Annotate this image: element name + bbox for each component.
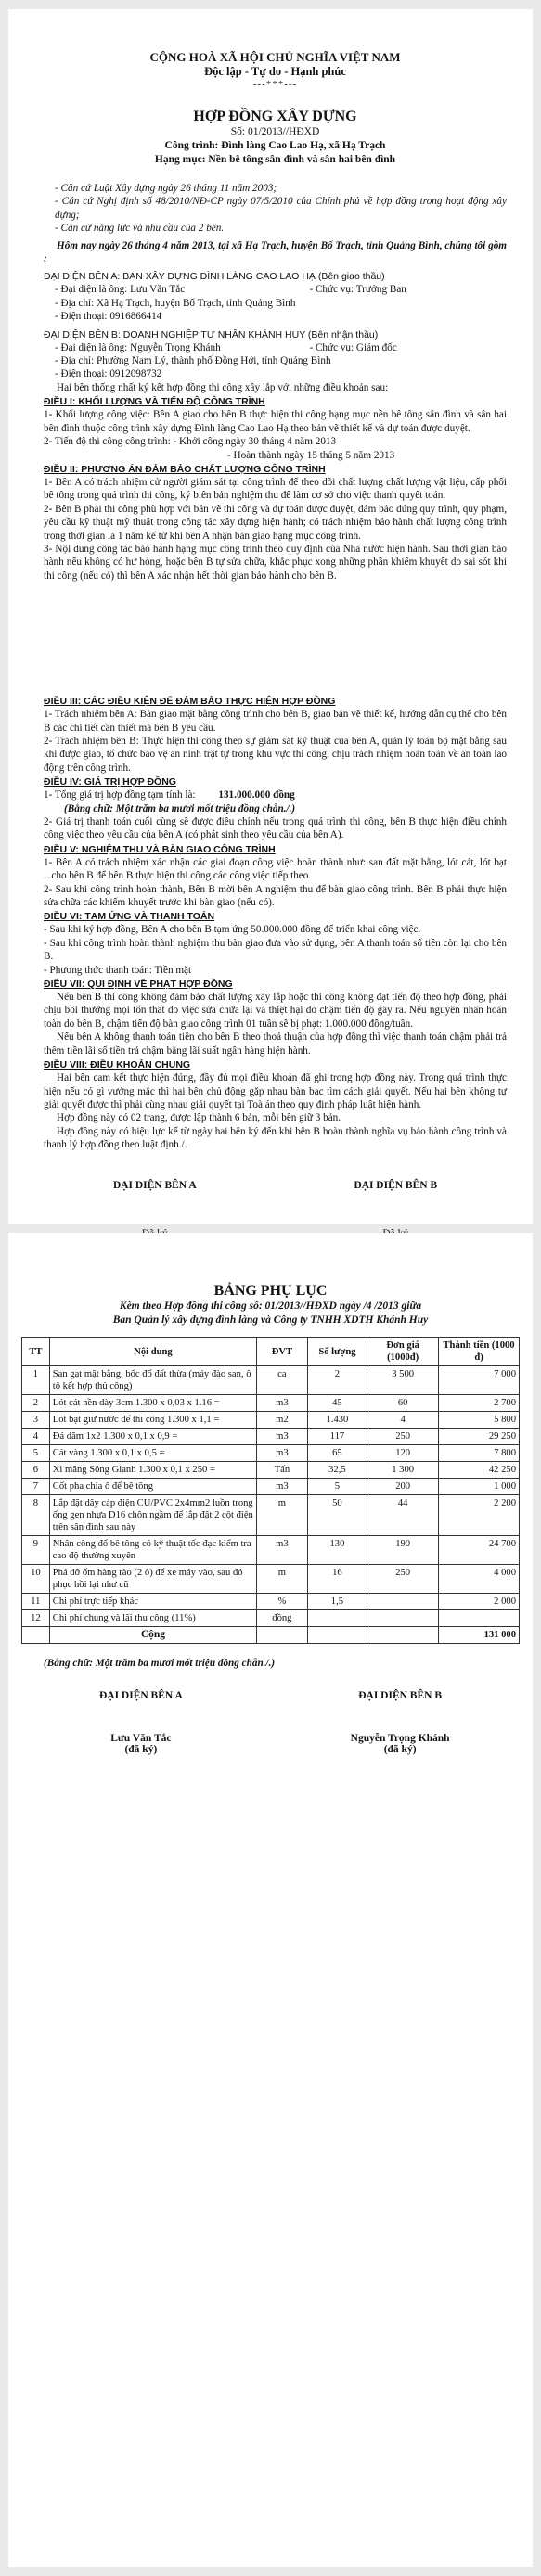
row-unit: m <box>257 1565 308 1594</box>
row-quantity: 32,5 <box>307 1462 367 1479</box>
party-b-phone: - Điện thoại: 0912098732 <box>55 368 162 380</box>
legal-basis-3: - Căn cứ năng lực và nhu cầu của 2 bên. <box>55 223 225 235</box>
article-7-heading: ĐIỀU VII: QUI ĐỊNH VỀ PHẠT HỢP ĐỒNG <box>44 979 233 991</box>
row-unit-price: 190 <box>367 1536 439 1565</box>
contract-title: HỢP ĐỒNG XÂY DỰNG <box>193 109 357 124</box>
row-amount: 2 000 <box>439 1594 520 1610</box>
row-tt: 12 <box>22 1610 50 1627</box>
row-unit: m3 <box>257 1479 308 1495</box>
article-6-p2: - Sau khi công trình hoàn thành nghiệm thu bàn giao đưa vào sử dụng, bên A thanh toán số tiền còn lại cho bên B. <box>44 937 507 963</box>
row-quantity: 50 <box>307 1495 367 1536</box>
party-b-rep-row <box>44 341 507 354</box>
party-a-sign-title: ĐẠI DIỆN BÊN A <box>112 1179 197 1191</box>
project-name: Công trình: Đình làng Cao Lao Hạ, xã Hạ Trạch <box>164 140 386 151</box>
row-unit-price: 250 <box>367 1565 439 1594</box>
article-3-p1: 1- Trách nhiệm bên A: Bàn giao mặt bằng công trình cho bên B, giao bản vẽ thiết kế, hướng dẫn cụ thể cho bên B các chi tiết cần thiết mà bên B yêu cầu. <box>44 709 507 734</box>
row-quantity: 2 <box>307 1366 367 1395</box>
contract-page-2-appendix <box>8 1233 533 2567</box>
contract-number: Số: 01/2013//HĐXD <box>230 126 320 137</box>
row-amount: 7 800 <box>439 1445 520 1462</box>
article-1-p3: - Hoàn thành ngày 15 tháng 5 năm 2013 <box>227 449 395 461</box>
row-unit: % <box>257 1594 308 1610</box>
appendix-table-body <box>22 1366 520 1627</box>
party-a-signed-2: (đã ký) <box>124 1744 158 1756</box>
row-quantity: 5 <box>307 1479 367 1495</box>
article-5-p1: 1- Bên A có trách nhiệm xác nhận các giai đoạn công việc hoàn thành như: san đất mặt bằng, lót cát, lót bạt ...cho bên B để bên B thực hiện thi công các công việc tiếp theo. <box>44 856 507 882</box>
appendix-subtitle-1: Kèm theo Hợp đồng thi công số: 01/2013//HĐXD ngày /4 /2013 giữa <box>119 1301 422 1312</box>
contract-value: 131.000.000 đồng <box>218 789 295 801</box>
article-6-p3: - Phương thức thanh toán: Tiền mặt <box>44 964 192 976</box>
party-a-heading: ĐẠI DIỆN BÊN A: BAN XÂY DỰNG ĐÌNH LÀNG CAO LAO HẠ (Bên giao thầu) <box>44 271 385 283</box>
row-tt: 10 <box>22 1565 50 1594</box>
table-row <box>22 1366 520 1395</box>
table-row <box>22 1479 520 1495</box>
row-quantity: 45 <box>307 1395 367 1412</box>
article-4-heading: ĐIỀU IV: GIÁ TRỊ HỢP ĐỒNG <box>44 776 176 788</box>
article-3-p2: 2- Trách nhiệm bên B: Thực hiện thi công theo sự giám sát kỹ thuật của bên A, quản lý toàn bộ mặt bằng sau khi được giao, tổ chức bảo vệ an ninh trật tự trong khu vực thi công, chịu trách nhiệm hoàn toàn về an toàn lao động trên công trình. <box>44 735 507 774</box>
row-unit: m3 <box>257 1429 308 1445</box>
row-tt: 11 <box>22 1594 50 1610</box>
row-quantity <box>307 1610 367 1627</box>
article-5-p2: 2- Sau khi công trình hoàn thành, Bên B mời bên A nghiệm thu để bàn giao công trình. Bên B phải thực hiện sửa chữa các khiếm khuyết trước khi bàn giao (nếu có). <box>44 883 507 909</box>
table-row <box>22 1594 520 1610</box>
table-row <box>22 1610 520 1627</box>
party-a-rep-row <box>44 283 507 296</box>
page-1-content <box>44 9 507 1288</box>
motto: Độc lập - Tự do - Hạnh phúc <box>204 65 346 78</box>
party-b-rep: - Đại diện là ông: Nguyễn Trọng Khánh <box>55 341 221 353</box>
article-2-p2: 2- Bên B phải thi công phù hợp với bản vẽ thi công và dự toán được duyệt, đảm bảo đúng quy trình, quy phạm, yêu cầu kỹ thuật mỹ thuật trong công tác xây dựng hiện hành; có trách nhiệm bảo hành chất lượng công trình trong thời gian là 1 năm kể từ khi bên A nhận bàn giao hạng mục công trình. <box>44 503 507 542</box>
row-tt: 6 <box>22 1462 50 1479</box>
row-unit-price: 3 500 <box>367 1366 439 1395</box>
table-row <box>22 1536 520 1565</box>
article-2-p3: 3- Nội dung công tác bảo hành hạng mục công trình theo quy định của Nhà nước hiện hành. Sau thời gian bảo hành nếu không có hư hỏng, hoặc bên B tự sửa chữa, khắc phục xong những phần khiếm khuyết do sai sót khi thi công (nếu có) thì bên A xác nhận hết thời gian bảo hành cho bên B. <box>44 543 507 582</box>
row-unit-price: 200 <box>367 1479 439 1495</box>
header-ornament: ---***--- <box>252 79 298 90</box>
total-label: Cộng <box>49 1627 256 1644</box>
article-8-p1: Hai bên cam kết thực hiện đúng, đầy đủ mọi điều khoản đã ghi trong hợp đồng này. Trong quá trình thực hiện nếu có gì vướng mắc thì hai bên chủ động gặp nhau bàn bạc tìm cách giải quyết. Nếu hai bên không tự giải quyết được thì phải cùng nhau giải quyết tại Toà án theo quy định pháp luật hiện hành. <box>44 1072 507 1110</box>
row-amount: 5 800 <box>439 1412 520 1429</box>
row-quantity: 1,5 <box>307 1594 367 1610</box>
row-unit: m3 <box>257 1395 308 1412</box>
article-7-p1: Nếu bên B thi công không đảm bảo chất lượng xây lắp hoặc thi công không đạt tiến độ theo hợp đồng, phải chịu bồi thường mọi tổn thất do việc sửa chữa lại và thiệt hại do chậm tiến độ gây ra. Nếu nguyên nhân hoàn toàn do bên B, chậm tiến độ bàn giao công trình 01 tuần sẽ bị phạt: 1.000.000 đồng/tuần. <box>44 992 507 1030</box>
row-amount: 2 700 <box>439 1395 520 1412</box>
col-header-tt: TT <box>22 1338 50 1366</box>
row-tt: 9 <box>22 1536 50 1565</box>
row-amount: 1 000 <box>439 1479 520 1495</box>
row-amount: 2 200 <box>439 1495 520 1536</box>
table-header-row <box>22 1338 520 1366</box>
party-b-sign-title-2: ĐẠI DIỆN BÊN B <box>358 1690 443 1702</box>
article-1-heading: ĐIỀU I: KHỐI LƯỢNG VÀ TIẾN ĐỘ CÔNG TRÌNH <box>44 396 265 408</box>
party-a-address: - Địa chỉ: Xã Hạ Trạch, huyện Bố Trạch, tỉnh Quảng Bình <box>55 297 296 309</box>
row-unit: m <box>257 1495 308 1536</box>
row-quantity: 117 <box>307 1429 367 1445</box>
col-header-content: Nội dung <box>49 1338 256 1366</box>
table-total-row <box>22 1627 520 1644</box>
row-content: Xi măng Sông Gianh 1.300 x 0,1 x 250 = <box>49 1462 256 1479</box>
row-tt: 7 <box>22 1479 50 1495</box>
contract-value-words: (Bằng chữ: Một trăm ba mươi mốt triệu đồng chẵn./.) <box>64 802 296 814</box>
signer-names-2 <box>21 1733 520 1744</box>
row-unit: đồng <box>257 1610 308 1627</box>
col-header-quantity: Số lượng <box>307 1338 367 1366</box>
signature-titles-2 <box>21 1690 520 1701</box>
article-7-p2: Nếu bên A không thanh toán tiền cho bên B theo thoả thuận của hợp đồng thì việc thanh toán chậm phải trả thêm tiền lãi số tiền trả chậm bằng lãi suất ngân hàng hiện hành. <box>44 1032 507 1057</box>
nation-heading: CỘNG HOÀ XÃ HỘI CHỦ NGHĨA VIỆT NAM <box>149 50 401 64</box>
article-8-heading: ĐIỀU VIII: ĐIỀU KHOẢN CHUNG <box>44 1059 191 1071</box>
appendix-title: BẢNG PHỤ LỤC <box>213 1283 328 1299</box>
row-unit: m2 <box>257 1412 308 1429</box>
appendix-amount-words: (Bằng chữ: Một trăm ba mươi mốt triệu đồng chẵn./.) <box>44 1658 276 1669</box>
row-amount: 7 000 <box>439 1366 520 1395</box>
table-row <box>22 1462 520 1479</box>
article-3-heading: ĐIỀU III: CÁC ĐIỀU KIỆN ĐỂ ĐẢM BẢO THỰC HIỆN HỢP ĐỒNG <box>44 696 336 708</box>
article-4-p2: 2- Giá trị thanh toán cuối cùng sẽ được điều chỉnh nếu trong quá trình thi công, bên B thực hiện điều chỉnh công việc theo yêu cầu của bên A (có phát sinh theo yêu cầu của bên A). <box>44 816 507 841</box>
legal-basis-1: - Căn cứ Luật Xây dựng ngày 26 tháng 11 năm 2003; <box>55 183 277 194</box>
row-unit-price: 1 300 <box>367 1462 439 1479</box>
col-header-unit: ĐVT <box>257 1338 308 1366</box>
row-tt: 4 <box>22 1429 50 1445</box>
party-b-address: - Địa chỉ: Phường Nam Lý, thành phố Đồng Hới, tỉnh Quảng Bình <box>55 355 331 367</box>
party-a-signer-name-2: Lưu Văn Tắc <box>110 1733 172 1745</box>
row-unit-price <box>367 1594 439 1610</box>
row-content: Phá dỡ ốm hàng rào (2 ô) để xe máy vào, sau đó phục hồi lại như cũ <box>49 1565 256 1594</box>
row-unit-price: 60 <box>367 1395 439 1412</box>
legal-basis-2: - Căn cứ Nghị định số 48/2010/NĐ-CP ngày 07/5/2010 của Chính phủ về hợp đồng trong hoạt động xây dựng; <box>55 196 507 221</box>
appendix-table <box>21 1337 520 1644</box>
table-row <box>22 1395 520 1412</box>
row-amount: 29 250 <box>439 1429 520 1445</box>
article-2-heading: ĐIỀU II: PHƯƠNG ÁN ĐẢM BẢO CHẤT LƯỢNG CÔNG TRÌNH <box>44 463 326 475</box>
row-amount: 4 000 <box>439 1565 520 1594</box>
party-a-phone: - Điện thoại: 0916866414 <box>55 311 162 323</box>
article-1-p2: 2- Tiến độ thi công công trình: - Khởi công ngày 30 tháng 4 năm 2013 <box>44 436 337 448</box>
total-value: 131 000 <box>439 1627 520 1644</box>
row-quantity: 65 <box>307 1445 367 1462</box>
row-quantity: 1.430 <box>307 1412 367 1429</box>
row-quantity: 130 <box>307 1536 367 1565</box>
row-unit: Tấn <box>257 1462 308 1479</box>
agreement-line: Hai bên thống nhất ký kết hợp đồng thi công xây lắp với những điều khoản sau: <box>57 381 389 393</box>
project-item: Hạng mục: Nền bê tông sân đình và sân hai bên đình <box>154 154 396 165</box>
signature-titles-1 <box>44 1180 507 1191</box>
date-line: Hôm nay ngày 26 tháng 4 năm 2013, tại xã Hạ Trạch, huyện Bố Trạch, tỉnh Quảng Bình, chúng tôi gồm : <box>44 239 507 265</box>
row-unit-price: 4 <box>367 1412 439 1429</box>
signed-marks-2 <box>21 1744 520 1755</box>
article-2-p1: 1- Bên A có trách nhiệm cử người giám sát tại công trình để theo dõi chất lượng chất lượng vật liệu, cấp phối bê tông trong quá trình thi công, ký biên bản nghiệm thu để làm cơ sở cho việc thanh quyết toán. <box>44 476 507 502</box>
row-quantity: 16 <box>307 1565 367 1594</box>
article-1-p1: 1- Khối lượng công việc: Bên A giao cho bên B thực hiện thi công hạng mục nền bê tông sân đình và sân hai bên đình thuộc công trình xây dựng Đình làng Cao Lao Hạ theo bản vẽ thiết kế và dự toán được duyệt. <box>44 409 507 434</box>
contract-page-1 <box>8 9 533 1224</box>
row-tt: 8 <box>22 1495 50 1536</box>
row-unit-price: 120 <box>367 1445 439 1462</box>
row-content: Lót cát nền dày 3cm 1.300 x 0,03 x 1.16 = <box>49 1395 256 1412</box>
row-tt: 2 <box>22 1395 50 1412</box>
table-row <box>22 1565 520 1594</box>
party-b-heading: ĐẠI DIỆN BÊN B: DOANH NGHIỆP TƯ NHÂN KHÁNH HUY (Bên nhận thầu) <box>44 328 379 340</box>
row-content: Cát vàng 1.300 x 0,1 x 0,5 = <box>49 1445 256 1462</box>
row-unit-price: 250 <box>367 1429 439 1445</box>
row-tt: 1 <box>22 1366 50 1395</box>
party-b-signed-2: (đã ký) <box>383 1744 417 1756</box>
party-a-sign-title-2: ĐẠI DIỆN BÊN A <box>98 1690 183 1702</box>
table-row <box>22 1495 520 1536</box>
party-a-position: - Chức vụ: Trưởng Ban <box>309 284 406 296</box>
party-b-sign-title: ĐẠI DIỆN BÊN B <box>354 1179 438 1191</box>
party-a-rep: - Đại diện là ông: Lưu Văn Tắc <box>55 284 186 296</box>
table-row <box>22 1445 520 1462</box>
row-content: Cốt pha chia ô để bê tông <box>49 1479 256 1495</box>
row-tt: 5 <box>22 1445 50 1462</box>
row-content: San gạt mặt bằng, bốc đổ đất thừa (máy đào san, ô tô kết hợp thủ công) <box>49 1366 256 1395</box>
row-unit: m3 <box>257 1445 308 1462</box>
row-tt: 3 <box>22 1412 50 1429</box>
row-unit-price <box>367 1610 439 1627</box>
row-content: Chi phí trực tiếp khác <box>49 1594 256 1610</box>
col-header-amount: Thành tiền (1000 đ) <box>439 1338 520 1366</box>
col-header-unit-price: Đơn giá (1000đ) <box>367 1338 439 1366</box>
row-unit: ca <box>257 1366 308 1395</box>
article-8-p2: Hợp đồng này có 02 trang, được lập thành 6 bản, mỗi bên giữ 3 bản. <box>57 1112 341 1124</box>
row-content: Lắp đặt dây cáp điện CU/PVC 2x4mm2 luồn trong ống gen nhựa D16 chôn ngầm để lắp đặt 2 cột điện trên sân đình sau này <box>49 1495 256 1536</box>
article-6-heading: ĐIỀU VI: TẠM ỨNG VÀ THANH TOÁN <box>44 911 215 923</box>
article-6-p1: - Sau khi ký hợp đồng, Bên A cho bên B tạm ứng 50.000.000 đồng để triển khai công việc. <box>44 924 421 936</box>
row-amount: 42 250 <box>439 1462 520 1479</box>
row-content: Nhân công đổ bê tông có kỹ thuật tốc đạc kiểm tra cao độ thường xuyên <box>49 1536 256 1565</box>
page-2-content <box>21 1233 520 1755</box>
row-content: Chi phí chung và lãi thu công (11%) <box>49 1610 256 1627</box>
table-row <box>22 1429 520 1445</box>
row-amount <box>439 1610 520 1627</box>
row-amount: 24 700 <box>439 1536 520 1565</box>
article-4-p1 <box>44 788 507 801</box>
contract-value-label: 1- Tổng giá trị hợp đồng tạm tính là: <box>44 789 196 801</box>
table-row <box>22 1412 520 1429</box>
row-unit-price: 44 <box>367 1495 439 1536</box>
article-5-heading: ĐIỀU V: NGHIỆM THU VÀ BÀN GIAO CÔNG TRÌNH <box>44 843 276 855</box>
row-content: Lót bạt giữ nước để thi công 1.300 x 1,1 = <box>49 1412 256 1429</box>
party-b-signer-name-2: Nguyễn Trọng Khánh <box>350 1733 450 1745</box>
article-8-p3: Hợp đồng này có hiệu lực kể từ ngày hai bên ký đến khi bên B hoàn thành nghĩa vụ bảo hành công trình và thanh lý hợp đồng theo luật định./. <box>44 1125 507 1151</box>
party-b-position: - Chức vụ: Giám đốc <box>309 341 397 353</box>
appendix-subtitle-2: Ban Quản lý xây dựng đình làng và Công ty TNHH XDTH Khánh Huy <box>112 1314 429 1326</box>
row-unit: m3 <box>257 1536 308 1565</box>
row-content: Đá dăm 1x2 1.300 x 0,1 x 0,9 = <box>49 1429 256 1445</box>
